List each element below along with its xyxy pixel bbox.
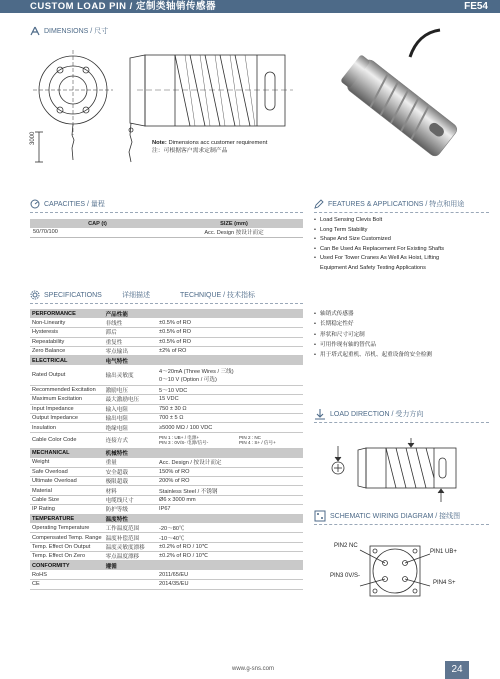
table-row <box>30 228 303 237</box>
group-row-mechanical: MECHANICAL 机械特性 <box>30 448 303 457</box>
list-item: Equipment And Safety Testing Applications <box>320 264 426 271</box>
table-row: Repeatability 重复性 ±0.5% of RO <box>30 337 303 346</box>
col-cap: CAP (t) <box>30 219 165 228</box>
list-item: • 长期稳定性好 <box>314 319 494 329</box>
table-row: Material 材料 Stainless Steel / 不锈钢 <box>30 486 303 495</box>
group-row-temperature: TEMPERATURE 温度特性 <box>30 514 303 523</box>
pin2-label: PIN2 NC <box>334 543 358 549</box>
cap-value: 50/70/100 <box>30 228 165 237</box>
pin1-label: PIN1 UB+ <box>430 549 457 555</box>
list-item: • Shape And Size Customized <box>314 235 494 245</box>
table-row: Ultimate Overload 极限超载 200% of RO <box>30 476 303 485</box>
table-row: Insulation 绝缘电阻 ≥5000 MΩ / 100 VDC <box>30 423 303 432</box>
pencil-icon <box>314 199 324 209</box>
table-row: CE 2014/35/EU <box>30 580 303 589</box>
table-row: RoHS 2011/65/EU <box>30 570 303 579</box>
footer-url: www.g-sns.com <box>232 666 275 672</box>
table-row: Weight 重量 Acc. Design / 按设计而定 <box>30 458 303 467</box>
table-row: Operating Temperature 工作温度范围 -20～80℃ <box>30 523 303 532</box>
table-row: Hysteresis 滞后 ±0.5% of RO <box>30 328 303 337</box>
table-header-row <box>30 219 303 228</box>
specifications-table <box>30 309 303 590</box>
group-row-conformity: CONFORMITY 遵循 <box>30 561 303 570</box>
table-row: Zero Balance 零点输出 ±2% of RO <box>30 347 303 356</box>
table-row: Cable Size 电缆线尺寸 Ø6 x 3000 mm <box>30 495 303 504</box>
dimension-note <box>152 139 267 155</box>
col-size: SIZE (mm) <box>165 219 303 228</box>
capacities-section-title: CAPACITIES / 量程 <box>30 199 105 209</box>
page-header <box>0 0 500 13</box>
page-title: CUSTOM LOAD PIN / 定制类轴销传感器 <box>30 1 216 12</box>
spec-cn-title: 详细描述 <box>122 292 150 299</box>
table-row: Non-Linearity 非线性 ±0.5% of RO <box>30 318 303 327</box>
load-direction-diagram <box>326 428 486 508</box>
divider <box>314 212 489 213</box>
wiring-icon <box>314 510 326 522</box>
page-number: 24 <box>445 661 469 679</box>
scale-icon <box>30 199 40 209</box>
list-item: • Can Be Used As Replacement For Existing Shafts <box>314 245 494 255</box>
table-row: Output Impedance 输出电阻 700 ± 5 Ω <box>30 414 303 423</box>
product-photo <box>315 22 487 192</box>
table-row: Cable Color Code 连接方式 PIN 1 : UB+ / 电源+ PIN 2 : NC PIN 3 : 0V/S- 电源/信号- PIN 4 : S+ / 信号+ <box>30 432 303 448</box>
list-item: • 轴销式传感器 <box>314 309 494 319</box>
divider <box>30 212 303 213</box>
group-row-performance: PERFORMANCE 产品性能 <box>30 309 303 318</box>
features-list-cn <box>314 309 494 360</box>
size-value: Acc. Design 按设计而定 <box>165 228 303 237</box>
table-row: Temp. Effect On Zero 零点温度漂移 ±0.2% of RO / 10℃ <box>30 552 303 561</box>
features-list-en <box>314 216 494 273</box>
table-row: Maximum Excitation 最大激励电压 15 VDC <box>30 395 303 404</box>
table-row: Input Impedance 输入电阻 750 ± 30 Ω <box>30 404 303 413</box>
table-row: Compensated Temp. Range 温度补偿范围 -10～40℃ <box>30 533 303 542</box>
note-label: Note: <box>152 140 167 146</box>
caliper-icon <box>30 26 40 36</box>
divider <box>30 303 303 304</box>
list-item: • Load Sensing Clevis Bolt <box>314 216 494 226</box>
list-item: • 可用作现有轴的替代品 <box>314 340 494 350</box>
list-item: • Used For Tower Cranes As Well As Hoist, Lifting <box>314 254 494 264</box>
cable-length-label: 3000 <box>30 131 36 145</box>
table-row: Rated Output 输出灵敏度 4～20mA (Three Wires / 三线) 0～10 V (Option / 可选) <box>30 365 303 385</box>
table-row: Recommended Excitation 激励电压 5～10 VDC <box>30 385 303 394</box>
divider <box>314 422 489 423</box>
list-item: • Long Term Stability <box>314 226 494 236</box>
note-text-cn: 注：可根据客户需求定制产品 <box>152 148 228 154</box>
dimensions-section-title: DIMENSIONS / 尺寸 <box>30 26 108 36</box>
wiring-section-title: SCHEMATIC WIRING DIAGRAM / 接线图 <box>314 510 460 522</box>
pin3-label: PIN3 0V/S- <box>330 573 361 579</box>
divider <box>314 524 489 525</box>
pin4-label: PIN4 S+ <box>433 580 456 586</box>
features-section-title: FEATURES & APPLICATIONS / 特点和用途 <box>314 199 464 209</box>
list-item: • 用于塔式起重机、吊机、起重设备的安全检测 <box>314 350 494 360</box>
gear-icon <box>30 290 40 300</box>
table-row: Temp. Effect On Output 温度灵敏度漂移 ±0.2% of RO / 10℃ <box>30 542 303 551</box>
note-text-en: Dimensions acc customer requirement <box>168 140 268 146</box>
table-row: IP Rating 防护等级 IP67 <box>30 505 303 514</box>
specifications-section-title: SPECIFICATIONS <box>30 290 102 300</box>
list-item: • 形状和尺寸可定制 <box>314 330 494 340</box>
load-direction-icon <box>314 408 326 420</box>
product-code: FE54 <box>464 1 488 12</box>
group-row-electrical: ELECTRICAL 电气特性 <box>30 356 303 365</box>
capacities-table <box>30 219 303 238</box>
load-direction-section-title: LOAD DIRECTION / 受力方向 <box>314 408 423 420</box>
table-row: Safe Overload 安全超载 150% of RO <box>30 467 303 476</box>
technique-title: TECHNIQUE / 技术指标 <box>180 292 256 299</box>
